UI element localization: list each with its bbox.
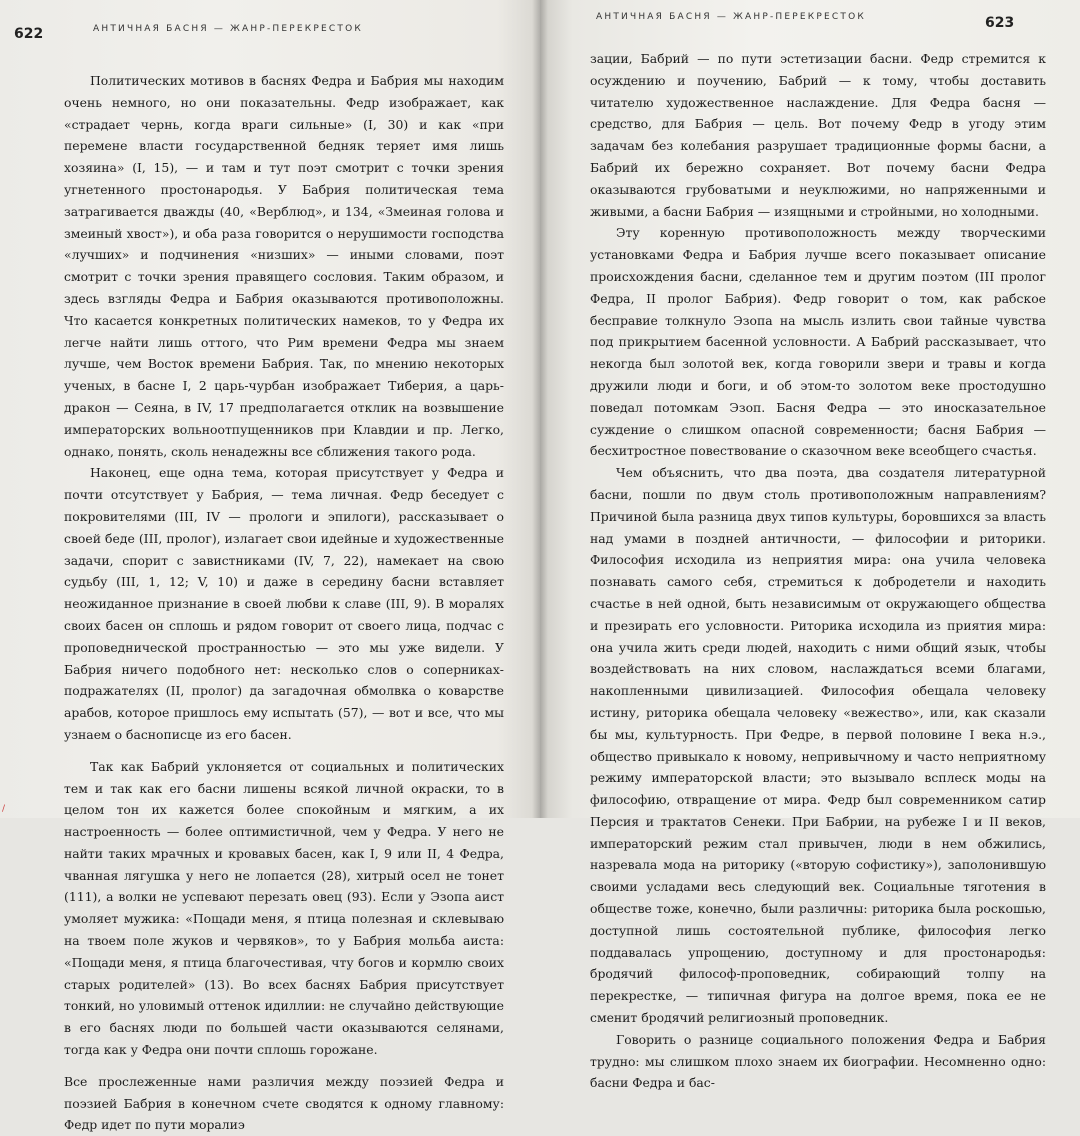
paragraph: Наконец, еще одна тема, которая присутствует у Федра и почти отсутствует у Бабрия, — тема личная. Федр беседует с покровителями (III, IV — прологи и эпилоги), рассказывает о своей беде (III, пролог), излагает свои идейные и художественные задачи, спорит с завистниками (IV, 7, 22), намекает на свою судьбу (III, 1, 12; V, 10) и даже в середину басни вставляет неожиданное признание в своей любви к славе (III, 9). В моралях своих басен он сплошь и рядом говорит от своего лица, подчас с проповеднической пространностью — это мы уже видели. У Бабрия ничего подобного нет: несколько слов о соперниках-подражателях (II, пролог) да загадочная обмолвка о коварстве арабов, которое пришлось ему испытать (57), — вот и все, что мы узнаем о баснописце из его басен.: [64, 465, 504, 742]
running-head: АНТИЧНАЯ БАСНЯ — ЖАНР-ПЕРЕКРЕСТОК: [596, 12, 866, 22]
right-page: [540, 0, 1080, 1091]
left-page: [0, 0, 540, 1133]
paragraph: Говорить о разнице социального положения Федра и Бабрия трудно: мы слишком плохо знаем их биографии. Несомненно одно: басни Федра и бас-: [590, 1031, 1046, 1091]
paragraph: Политических мотивов в баснях Федра и Бабрия мы находим очень немного, но они показательны. Федр изображает, как «страдает чернь, когда враги сильные» (I, 30) и как «при перемене власти государственной бедняк теряет имя лишь хозяина» (I, 15), — и там и тут поэт смотрит с точки зрения угнетенного простонародья. У Бабрия политическая тема затрагивается дважды (40, «Верблюд», и 134, «Змеиная голова и змеиный хвост»), и оба раза говорится о нерушимости господства «лучших» и подчинения «низших» — иными словами, поэт смотрит с точки зрения правящего сословия. Таким образом, и здесь взгляды Федра и Бабрия оказываются противоположны. Что касается конкретных политических намеков, то у Федра их легче найти лишь оттого, что Рим времени Федра мы знаем лучше, чем Восток времени Бабрия. Так, по мнению некоторых ученых, в басне I, 2 царь-чурбан изображает Тиберия, а царь-дракон — Сеяна, в IV, 17 предполагается отклик на возвышение императорских вольноотпущенников при Клавдии и пр. Легко, однако, понять, сколь ненадежны все сближения такого рода.: [64, 73, 504, 459]
page-number: 623: [985, 15, 1015, 31]
page-number: 622: [14, 26, 44, 42]
running-head: АНТИЧНАЯ БАСНЯ — ЖАНР-ПЕРЕКРЕСТОК: [93, 24, 363, 34]
book-gutter: [532, 0, 548, 818]
paragraph: Так как Бабрий уклоняется от социальных и политических тем и так как его басни лишены всякой личной окраски, то в целом тон их кажется более спокойным и мягким, а их настроенность — более оптимистичной, чем у Федра. У него не найти таких мрачных и кровавых басен, как I, 9 или II, 4 Федра, чванная лягушка у него не лопается (28), хитрый осел не тонет (111), а волки не успевают перезать овец (93). Если у Эзопа аист умоляет мужика: «Пощади меня, я птица полезная и склевываю на твоем поле жуков и червяков», то у Бабрия мольба аиста: «Пощади меня, я птица благочестивая, чту богов и кормлю своих старых родителей» (13). Во всех баснях Бабрия присутствует тонкий, но уловимый оттенок идиллии: не случайно действующие в его баснях люди по большей части оказываются селянами, тогда как у Федра они почти сплошь горожане.: [64, 758, 504, 1058]
body-text: [64, 70, 504, 1136]
paragraph: Эту коренную противоположность между творческими установками Федра и Бабрия лучше всего показывает описание происхождения басни, сделанное тем и другим поэтом (III пролог Федра, II пролог Бабрия). Федр говорит о том, как рабское бесправие толкнуло Эзопа на мысль излить свои тайные чувства под прикрытием басенной условности. А Бабрий рассказывает, что некогда был золотой век, когда говорили звери и травы и когда дружили люди и боги, и об этом-то золотом веке простодушно поведал потомкам Эзоп. Басня Федра — это иносказательное суждение о слишком опасной современности; басня Бабрия — бесхитростное повествование о сказочном веке всеобщего счастья.: [590, 225, 1046, 459]
paragraph: Все прослеженные нами различия между поэзией Федра и поэзией Бабрия в конечном счете сводятся к одному главному: Федр идет по пути моралиэ: [64, 1073, 504, 1133]
body-text: [590, 48, 1046, 1094]
paragraph: Чем объяснить, что два поэта, два создателя литературной басни, пошли по двум столь противоположным направлениям? Причиной была разница двух типов культуры, боровшихся за власть над умами в поздней античности, — философии и риторики. Философия исходила из неприятия мира: она учила человека познавать самого себя, стремиться к добродетели и находить счастье в ней одной, быть независимым от окружающего общества и презирать его условности. Риторика исходила из приятия мира: она учила жить среди людей, находить с ними общий язык, чтобы воздействовать на них словом, наслаждаться всеми благами, накопленными цивилизацией. Философия обещала человеку истину, риторика обещала человеку «вежество», или, как сказали бы мы, культурность. При Федре, в первой половине I века н.э., общество привыкало к новому, непривычному и часто неприятному режиму императорской власти; это вызывало всплеск моды на философию, отвращение от мира. Федр был современником сатир Персия и трактатов Сенеки. При Бабрии, на рубеже I и II веков, императорский режим стал привычен, люди в нем обжились, назревала мода на риторику («вторую софистику»), заполонившую своими усладами весь следующий век. Социальные тяготения в обществе тоже, конечно, были различны: риторика была роскошью, доступной лишь состоятельной публике, философия легко поддавалась упрощению, доступному и для простонародья: бродячий философ-проповедник, собирающий толпу на перекрестке, — типичная фигура на долгое время, пока ее не сменит бродячий религиозный проповедник.: [590, 465, 1046, 1026]
margin-mark: /: [2, 804, 6, 814]
paragraph: зации, Бабрий — по пути эстетизации басни. Федр стремится к осуждению и поучению, Бабрий — к тому, чтобы доставить читателю художественное наслаждение. Для Федра басня — средство, для Бабрия — цель. Вот почему Федр в угоду этим задачам без колебания разрушает традиционные формы басни, а Бабрий их бережно сохраняет. Вот почему басни Федра оказываются грубоватыми и неуклюжими, но напряженными и живыми, а басни Бабрия — изящными и стройными, но холодными.: [590, 51, 1046, 219]
